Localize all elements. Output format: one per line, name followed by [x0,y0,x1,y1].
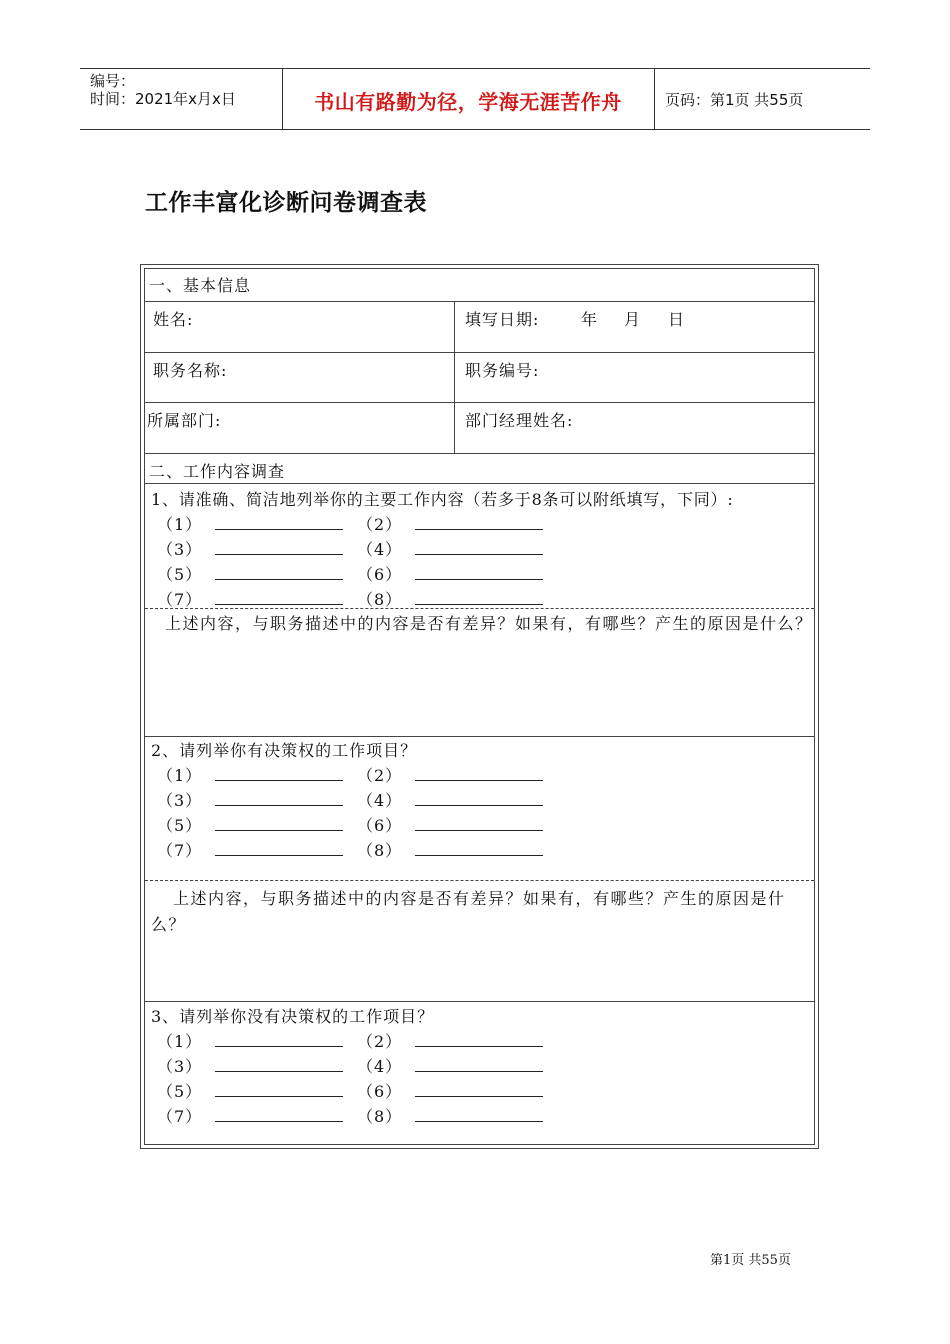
item-number: （7） [157,841,203,860]
item-number: （2） [357,515,403,534]
divider [145,453,814,454]
answer-row [157,1054,543,1077]
answer-row [157,813,543,836]
item-number: （1） [157,766,203,785]
page-footer: 第1页 共55页 [710,1253,791,1268]
dashed-divider [145,880,814,881]
answer-blank[interactable] [215,1031,343,1047]
job-title-field[interactable]: 职务名称: [153,361,228,380]
answer-row [157,587,543,610]
item-number: （7） [157,590,203,609]
item-number: （6） [357,816,403,835]
manager-name-field[interactable]: 部门经理姓名: [465,411,574,430]
answer-row [157,763,543,786]
year-label: 年 [581,310,599,329]
answer-blank[interactable] [215,539,343,555]
answer-blank[interactable] [215,790,343,806]
item-number: （2） [357,766,403,785]
item-number: （3） [157,1057,203,1076]
month-label: 月 [624,310,642,329]
item-number: （8） [357,1107,403,1126]
motto: 书山有路勤为径，学海无涯苦作舟 [314,90,622,114]
answer-row [157,562,543,585]
section2-heading: 二、工作内容调查 [149,462,286,481]
answer-blank[interactable] [215,765,343,781]
answer-row [157,1029,543,1052]
answer-blank[interactable] [415,514,543,530]
item-number: （6） [357,565,403,584]
item-number: （4） [357,791,403,810]
page-header [80,68,870,130]
section1-heading: 一、基本信息 [149,276,252,295]
column-divider [454,301,455,453]
item-number: （4） [357,1057,403,1076]
item-number: （1） [157,515,203,534]
answer-blank[interactable] [415,1056,543,1072]
item-number: （6） [357,1082,403,1101]
job-number-field[interactable]: 职务编号: [465,361,540,380]
answer-row [157,838,543,861]
question-3: 3、请列举你没有决策权的工作项目？ [151,1007,435,1026]
header-page-cell [655,69,870,129]
page-label: 页码：第1页 共55页 [665,91,804,109]
answer-blank[interactable] [415,1031,543,1047]
answer-blank[interactable] [415,790,543,806]
item-number: （7） [157,1107,203,1126]
item-number: （5） [157,565,203,584]
answer-blank[interactable] [415,765,543,781]
answer-blank[interactable] [215,1056,343,1072]
name-field[interactable]: 姓名: [153,310,194,329]
number-label: 编号： [90,72,136,90]
document-title: 工作丰富化诊断问卷调查表 [145,190,427,216]
answer-blank[interactable] [415,1106,543,1122]
answer-blank[interactable] [215,564,343,580]
divider [145,1001,814,1002]
questionnaire-form [140,264,819,1149]
form-inner [144,268,815,1145]
answer-blank[interactable] [415,564,543,580]
answer-blank[interactable] [415,815,543,831]
answer-row [157,512,543,535]
answer-blank[interactable] [215,589,343,605]
divider [145,736,814,737]
answer-row [157,537,543,560]
answer-blank[interactable] [215,840,343,856]
item-number: （3） [157,540,203,559]
divider [145,483,814,484]
question-2: 2、请列举你有决策权的工作项目？ [151,741,418,760]
answer-row [157,788,543,811]
item-number: （5） [157,816,203,835]
time-label: 时间：2021年x月x日 [90,90,236,108]
answer-blank[interactable] [215,815,343,831]
dashed-divider [145,608,814,609]
department-field[interactable]: 所属部门: [147,411,222,430]
answer-blank[interactable] [415,539,543,555]
item-number: （3） [157,791,203,810]
header-meta-cell [80,69,283,129]
answer-blank[interactable] [215,1081,343,1097]
divider [145,402,814,403]
divider [145,352,814,353]
question-1: 1、请准确、简洁地列举你的主要工作内容（若多于8条可以附纸填写，下同）: [151,490,734,509]
answer-blank[interactable] [415,1081,543,1097]
answer-blank[interactable] [215,514,343,530]
answer-blank[interactable] [215,1106,343,1122]
day-label: 日 [668,310,686,329]
divider [145,301,814,302]
answer-blank[interactable] [415,840,543,856]
item-number: （8） [357,841,403,860]
question-2-followup: 上述内容，与职务描述中的内容是否有差异？如果有，有哪些？产生的原因是什么？ [151,889,786,934]
question-1-followup: 上述内容，与职务描述中的内容是否有差异？如果有，有哪些？产生的原因是什么？ [165,614,813,633]
item-number: （8） [357,590,403,609]
header-motto-cell [282,69,655,129]
answer-blank[interactable] [415,589,543,605]
answer-row [157,1079,543,1102]
item-number: （1） [157,1032,203,1051]
item-number: （5） [157,1082,203,1101]
item-number: （2） [357,1032,403,1051]
answer-row [157,1104,543,1127]
item-number: （4） [357,540,403,559]
fill-date-field[interactable]: 填写日期: [465,310,540,329]
